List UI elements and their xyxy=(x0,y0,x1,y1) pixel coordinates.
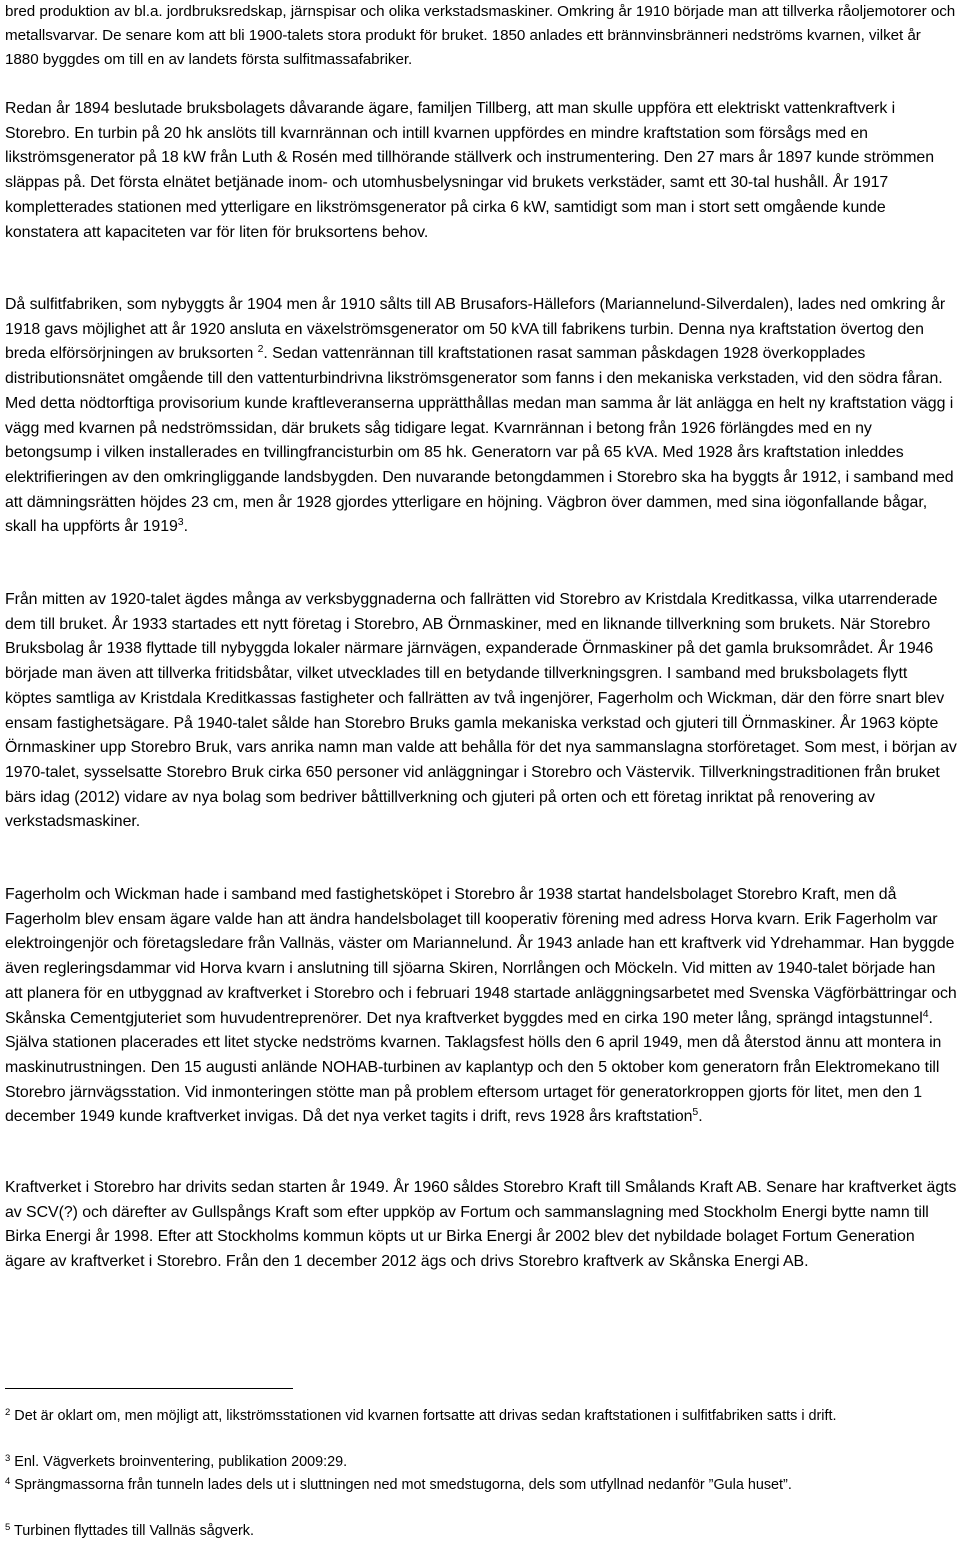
paragraph-ownership-history xyxy=(5,1176,957,1275)
footnote-number: 5 xyxy=(5,1522,11,1533)
paragraph-text: . Själva stationen placerades ett litet stycke nedströms kvarnen. Taklagsfest hölls den 6 april 1949, men då återstod ännu att montera in maskinutrustningen. Den 15 augusti anlände NOHAB-turbinen av kaplantyp och den 5 oktober kom generatorn från Elektromekano till Storebro järnvägsstation. Vid inmonteringen stötte man på problem eftersom urtaget för generatorkroppen gjorts för litet, men den 1 december 1949 kunde kraftverket invigas. Då det nya verket tagits i drift, revs 1928 års kraftstation xyxy=(5,1009,942,1126)
paragraph-sulfite-factory xyxy=(5,293,957,540)
paragraph-text: . Sedan vattenrännan till kraftstationen rasat samman påskdagen 1928 överkopplades distributionsnätet omgående till den vattenturbindrivna likströmsgenerator som fanns i den mekaniska verkstaden, vid den södra fåran. Med detta nödtorftiga provisorium kunde kraftleveranserna upprätthållas medan man samma år lät anlägga en helt ny kraftstation vägg i vägg med kvarnen på nedströmssidan, där brukets såg tidigare legat. Kvarnrännan i betong från 1926 förlängdes med en ny betongsump i vilken installerades en tvillingfrancisturbin om 85 hk. Generatorn var på 65 kVA. Med 1928 års kraftstation inleddes elektrifieringen av den omkringliggande landsbygden. Den nuvarande betongdammen i Storebro ska ha byggts år 1912, i samband med att dämningsrätten höjdes 23 cm, men år 1928 gjordes ytterligare en höjning. Vägbron över dammen, med sina iögonfallande bågar, skall ha uppförts år 1919 xyxy=(5,345,954,536)
paragraph-text: bred produktion av bl.a. jordbruksredskap, järnspisar och olika verkstadsmaskiner. Omkring år 1910 började man att tillverka råoljemotorer och metallsvarvar. De senare kom att bli 1900-talets stora produkt för bruket. 1850 anlades ett brännvinsbränneri nedströms kvarnen, vilket år 1880 byggdes om till en av landets första sulfitmassafabriker. xyxy=(5,3,956,68)
paragraph-text: Redan år 1894 beslutade bruksbolagets dåvarande ägare, familjen Tillberg, att man skulle uppföra ett elektriskt vattenkraftverk i Storebro. En turbin på 20 hk anslöts till kvarnrännan och intill kvarnen uppfördes en mindre kraftstation som försågs med en likströmsgenerator på 18 kW från Luth & Rosén med tillhörande ställverk och instrumentering. Den 27 mars år 1897 kunde strömmen släppas på. Det första elnätet betjänade inom- och utomhusbelysningar vid brukets verkstäder, samt ett 30-tal hushåll. År 1917 kompletterades stationen med ytterligare en likströmsgenerator på cirka 6 kW, samtidigt som man i stort sett omgående kunde konstatera att kapaciteten var för liten för bruksortens behov. xyxy=(5,100,934,241)
paragraph-intro xyxy=(5,0,957,72)
footnote-text: Turbinen flyttades till Vallnäs sågverk. xyxy=(10,1523,254,1539)
footnote-ref-3: 3 xyxy=(177,516,184,529)
footnote-4 xyxy=(5,1474,935,1497)
footnote-text: Enl. Vägverkets broinventering, publikation 2009:29. xyxy=(10,1454,348,1470)
paragraph-text: . xyxy=(183,518,188,536)
footnote-number: 4 xyxy=(5,1476,11,1487)
footnote-3 xyxy=(5,1451,935,1474)
paragraph-1894-power-station xyxy=(5,97,957,245)
paragraph-ornmaskiner xyxy=(5,588,957,835)
footnote-number: 2 xyxy=(5,1407,11,1418)
footnote-text: Sprängmassorna från tunneln lades dels ut i sluttningen ned mot smedstugorna, dels som utfyllnad nedanför ”Gula huset”. xyxy=(10,1477,792,1493)
footnote-text: Det är oklart om, men möjligt att, likströmsstationen vid kvarnen fortsatte att drivas sedan kraftstationen i sulfitfabriken satts i drift. xyxy=(10,1408,837,1424)
footnote-separator xyxy=(5,1388,293,1389)
paragraph-text: Då sulfitfabriken, som nybyggts år 1904 men år 1910 sålts till AB Brusafors-Hällefors (Mariannelund-Silverdalen), lades ned omkring år 1918 gavs möjlighet att år 1920 ansluta en växelströmsgenerator om 50 kVA till fabrikens turbin. Denna nya kraftstation övertog den breda elförsörjningen av bruksorten xyxy=(5,296,946,363)
footnote-ref-4: 4 xyxy=(922,1007,929,1020)
footnote-number: 3 xyxy=(5,1453,11,1464)
paragraph-text: Kraftverket i Storebro har drivits sedan starten år 1949. År 1960 såldes Storebro Kraft till Smålands Kraft AB. Senare har kraftverket ägts av SCV(?) och därefter av Gullspångs Kraft som efter uppköp av Fortum och sammanslagning med Stockholm Energi bytte namn till Birka Energi år 1998. Efter att Stockholms kommun köpts ut ur Birka Energi år 2002 blev det nybildade bolaget Fortum Generation ägare av kraftverket i Storebro. Från den 1 december 2012 ägs och drivs Storebro kraftverk av Skånska Energi AB. xyxy=(5,1179,957,1271)
footnote-ref-2: 2 xyxy=(257,343,264,356)
paragraph-text: . xyxy=(698,1108,703,1126)
footnote-ref-5: 5 xyxy=(692,1106,699,1119)
paragraph-text: Från mitten av 1920-talet ägdes många av verksbyggnaderna och fallrätten vid Storebro av Kristdala Kreditkassa, vilka utarrenderade dem till bruket. År 1933 startades ett nytt företag i Storebro, AB Örnmaskiner, med en liknande tillverkning som brukets. När Storebro Bruksbolag år 1938 flyttade till nybyggda lokaler närmare järnvägen, expanderade Örnmaskiner på det gamla bruksområdet. År 1946 började man även att tillverka fritidsbåtar, vilket utvecklades till en betydande tillverkningsgren. I samband med bruksbolagets flytt köptes samtliga av Kristdala Kreditkassas fastigheter och fallrätten av två ingenjörer, Fagerholm och Wickman, där den förre snart blev ensam fastighetsägare. På 1940-talet sålde han Storebro Bruks gamla mekaniska verkstad och gjuteri till Örnmaskiner. År 1963 köpte Örnmaskiner upp Storebro Bruk, vars anrika namn man valde att behålla för det nya sammanslagna storföretaget. Som mest, i början av 1970-talet, sysselsatte Storebro Bruk cirka 650 personer vid anläggningar i Storebro och Västervik. Tillverkningstraditionen från bruket bärs idag (2012) vidare av nya bolag som bedriver båttillverkning och gjuteri på orten och ett företag inriktat på renovering av verkstadsmaskiner. xyxy=(5,591,957,831)
footnote-5 xyxy=(5,1520,935,1543)
footnote-2 xyxy=(5,1405,935,1428)
paragraph-text: Fagerholm och Wickman hade i samband med fastighetsköpet i Storebro år 1938 startat handelsbolaget Storebro Kraft, men då Fagerholm blev ensam ägare valde han att ändra handelsbolaget till kooperativ förening med adress Horva kvarn. Erik Fagerholm var elektroingenjör och företagsledare från Vallnäs, väster om Mariannelund. År 1943 anlade han ett kraftverk vid Ydrehammar. Han byggde även regleringsdammar vid Horva kvarn i anslutning till sjöarna Skiren, Norrlången och Möckeln. Vid mitten av 1940-talet började han att planera för en utbyggnad av kraftverket i Storebro och i februari 1948 startade anläggningsarbetet med Svenska Vägförbättringar och Skånska Cementgjuteriet som huvudentreprenörer. Det nya kraftverket byggdes med en cirka 190 meter lång, sprängd intagstunnel xyxy=(5,886,957,1027)
paragraph-fagerholm-wickman xyxy=(5,883,957,1130)
